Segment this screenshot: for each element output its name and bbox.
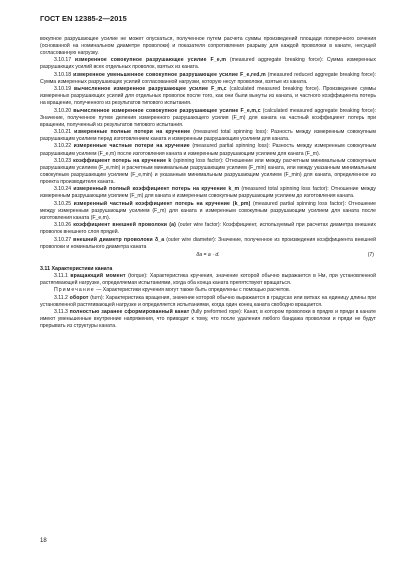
note-text: — Характеристики кручения могут также быть определены с помощью расчетов. (96, 287, 291, 294)
definition-3-10-27: 3.10.27 внешний диаметр проволоки δ_a (outer wire diameter): Значение, полученное из произведения коэффициента внешней проволоки и номинального диаметра каната (40, 236, 377, 250)
definition-3-10-26: 3.10.26 коэффициент внешней проволоки (а) (outer wire factor): Коэффициент, используемый при расчетах диаметра внешних проволок внешнего слоя прядей. (40, 222, 376, 236)
document-body (40, 36, 376, 331)
definition-3-10-19: 3.10.19 вычисленное измеренное разрушающее усилие F_m,c (calculated measured breaking force). Произведение суммы измеренных разрушающих усилий для отдельных проволок после того, как они были вынуты из каната, и частного коэффициента потерь на вращение, полученного из результатов типового испытания. (40, 86, 377, 107)
page-number: 18 (40, 538, 47, 544)
note (40, 287, 376, 294)
definition-3-11-1: 3.11.1 вращающий момент (torque): Характеристика кручения, значение которой обычно выражается в Нм, при установленной растягивающей нагрузке, определяемая испытаниями, когда оба конца каната препятствуют вращаться. (40, 273, 376, 287)
definition-3-10-22: 3.10.22 измеренные частные потери на кручение (measured partial spinning loss): Разность между измеренным совокупным разрушающим усилием (F_e,m) после изготовления каната и измеренным разрушающим усилием для каната (F_m). (40, 143, 376, 157)
formula-expression: δa = a · d. (196, 251, 220, 258)
note-label: Примечание (54, 287, 95, 294)
paragraph-continuation: вокупное разрушающее усилие не может опускаться, полученное путем расчета суммы произведений площади поперечного сечения (основанной на номинальном диаметре проволоки) и показателя сопротивления разрыву для каждой проволоки в канате, несущей согласованную нагрузку. (40, 36, 376, 57)
standard-header: ГОСТ EN 12385-2—2015 (40, 14, 127, 23)
definition-3-11-3: 3.11.3 полностью заранее сформированный канат (fully preformed rope): Канат, в котором проволоки в прядях и пряди в канате имеют уменьшенные внутренние напряжения, что приводит к тому, что после удаления любого бандажа проволоки и пряди не будут прерывать из структуры каната. (40, 309, 376, 330)
definition-3-10-17: 3.10.17 измеренное совокупное разрушающее усилие F_e,m (measured aggregate breaking force): Сумма измеренных разрушающих усилий всех отдельных проволок, взятых из каната. (40, 57, 377, 71)
definition-3-10-25: 3.10.25 измеренный частный коэффициент потерь на кручение (k_pm) (measured partial spinning loss factor): Отношение между измеренным разрушающим усилием (F_m) для каната и измеренным совокупным разрушающим усилием для каната после изготовления каната (F_e,m). (40, 200, 376, 221)
definition-3-10-20: 3.10.20 вычисленное измеренное совокупное разрушающее усилие F_e,m,c (calculated measured aggregate breaking force): Значение, полученное путем деления измеренного разрушающего усилия (F_m) для каната на частный коэффициент потерь при вращении, полученный из результатов типового испытания. (40, 107, 377, 128)
definition-3-10-23: 3.10.23 коэффициент потерь на кручение k (spinning loss factor): Отношение или между расчетным минимальным совокупным разрушающим усилием (F_e,min) и расчетным минимальным разрушающим усилием (F_min) каната, или между указанным минимальным совокупным разрушающим усилием (F_e,min) и указанным минимальным разрушающим усилием (F_min) для каната, определенное из проекта производителя каната. (40, 157, 376, 186)
definition-3-10-21: 3.10.21 измеренные полные потери на кручение (measured total spinning loss): Разность между измеренным совокупным разрушающим усилием перед изготовлением каната и измеренным разрушающим усилием для каната. (40, 129, 376, 143)
formula-7 (40, 252, 376, 263)
formula-number: (7) (367, 251, 374, 258)
definition-3-10-24: 3.10.24 измеренный полный коэффициент потерь на кручение k_m (measured total spinning loss factor): Отношение между измеренным разрушающим усилием (F_m) для каната и измеренным совокупным разрушающим усилием до изготовления каната. (40, 186, 376, 200)
definition-3-11-2: 3.11.2 оборот (turn): Характеристика вращения, значение которой обычно выражается в градусах или витках на единицу длины при установленной растягивающей нагрузке и определяется испытаниями, когда один конец каната свободно вращается. (40, 294, 376, 308)
section-heading: 3.11 Характеристики каната (40, 265, 113, 272)
definition-3-10-18: 3.10.18 измеренное уменьшенное совокупное разрушающее усилие F_e,red,m (measured reduced aggregate breaking force): Сумма измеренных разрушающих усилий согласованной нагрузки, которую несут проволоки, взятые из каната. (40, 71, 376, 85)
